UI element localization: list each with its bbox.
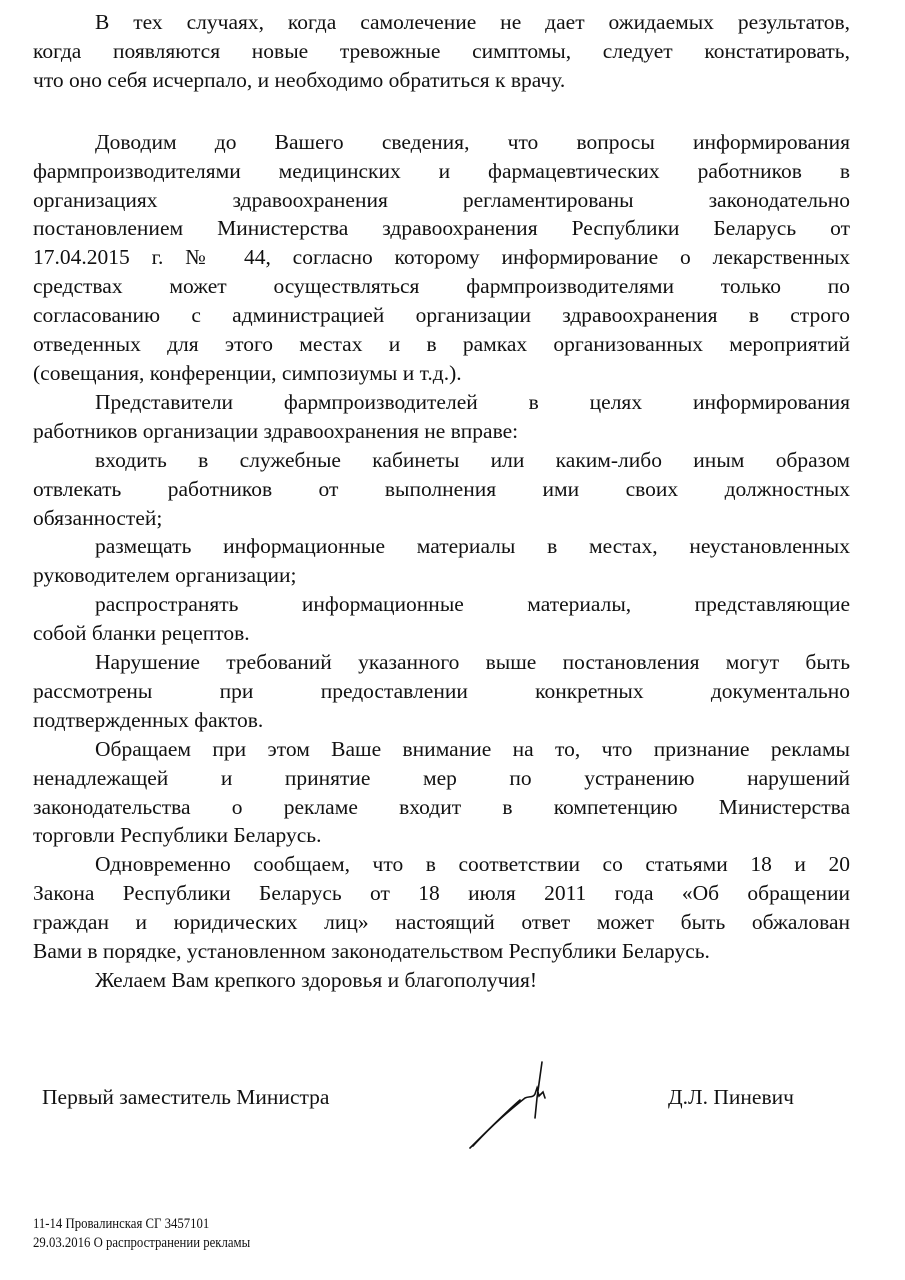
text-line: (совещания, конференции, симпозиумы и т.д.). bbox=[33, 360, 462, 385]
footer-date-subject: 29.03.2016 О распространении рекламы bbox=[33, 1235, 251, 1251]
text-line: Представители фармпроизводителей в целях информирования bbox=[95, 389, 850, 414]
handwritten-signature bbox=[465, 1058, 575, 1158]
text-line: когда появляются новые тревожные симптомы, следует констатировать, bbox=[33, 38, 850, 63]
text-line: Одновременно сообщаем, что в соответствии со статьями 18 и 20 bbox=[95, 852, 850, 877]
text-line: работников организации здравоохранения не вправе: bbox=[33, 418, 519, 443]
text-line: Нарушение требований указанного выше постановления могут быть bbox=[95, 650, 850, 675]
text-line: Желаем Вам крепкого здоровья и благополучия! bbox=[95, 968, 538, 992]
signatory-name: Д.Л. Пиневич bbox=[668, 1085, 794, 1109]
paragraph bbox=[33, 850, 850, 966]
text-line: обязанностей; bbox=[33, 505, 163, 530]
paragraph bbox=[33, 735, 850, 851]
text-line: фармпроизводителями медицинских и фармацевтических работников в bbox=[33, 158, 850, 183]
text-line: отведенных для этого местах и в рамках организованных мероприятий bbox=[33, 332, 850, 357]
paragraph bbox=[33, 128, 850, 388]
text-line: что оно себя исчерпало, и необходимо обратиться к врачу. bbox=[33, 67, 566, 92]
text-line: ненадлежащей и принятие мер по устранению нарушений bbox=[33, 765, 850, 790]
text-line: размещать информационные материалы в местах, неустановленных bbox=[95, 534, 850, 559]
paragraph bbox=[33, 966, 850, 995]
letter-body bbox=[33, 8, 850, 995]
text-line: рассмотрены при предоставлении конкретных документально bbox=[33, 678, 850, 703]
text-line: Доводим до Вашего сведения, что вопросы информирования bbox=[95, 129, 850, 154]
signatory-title: Первый заместитель Министра bbox=[42, 1085, 330, 1109]
text-line: 17.04.2015 г. № 44, согласно которому информирование о лекарственных bbox=[33, 245, 850, 270]
text-line: граждан и юридических лиц» настоящий ответ может быть обжалован bbox=[33, 910, 850, 935]
text-line: собой бланки рецептов. bbox=[33, 621, 250, 646]
text-line: законодательства о рекламе входит в компетенцию Министерства bbox=[33, 794, 850, 819]
text-line: отвлекать работников от выполнения ими своих должностных bbox=[33, 476, 850, 501]
text-line: торговли Республики Беларусь. bbox=[33, 823, 322, 848]
text-line: согласованию с администрацией организации здравоохранения в строго bbox=[33, 303, 850, 328]
text-line: Вами в порядке, установленном законодательством Республики Беларусь. bbox=[33, 939, 710, 964]
paragraph bbox=[33, 8, 850, 95]
text-line: руководителем организации; bbox=[33, 563, 297, 588]
text-line: постановлением Министерства здравоохранения Республики Беларусь от bbox=[33, 216, 850, 241]
text-line: средствах может осуществляться фармпроизводителями только по bbox=[33, 274, 850, 299]
text-line: Обращаем при этом Ваше внимание на то, что признание рекламы bbox=[95, 736, 850, 761]
paragraph bbox=[33, 388, 850, 446]
text-line: Закона Республики Беларусь от 18 июля 2011 года «Об обращении bbox=[33, 881, 850, 906]
footer-executor: 11-14 Провалинская СГ 3457101 bbox=[33, 1216, 210, 1232]
text-line: входить в служебные кабинеты или каким-либо иным образом bbox=[95, 447, 850, 472]
text-line: подтвержденных фактов. bbox=[33, 707, 264, 732]
document-footer bbox=[33, 1215, 250, 1253]
paragraph bbox=[33, 532, 850, 590]
paragraph bbox=[33, 590, 850, 648]
paragraph bbox=[33, 446, 850, 533]
text-line: распространять информационные материалы, представляющие bbox=[95, 592, 850, 617]
text-line: организациях здравоохранения регламентированы законодательно bbox=[33, 187, 850, 212]
paragraph bbox=[33, 648, 850, 735]
text-line: В тех случаях, когда самолечение не дает ожидаемых результатов, bbox=[95, 10, 850, 34]
